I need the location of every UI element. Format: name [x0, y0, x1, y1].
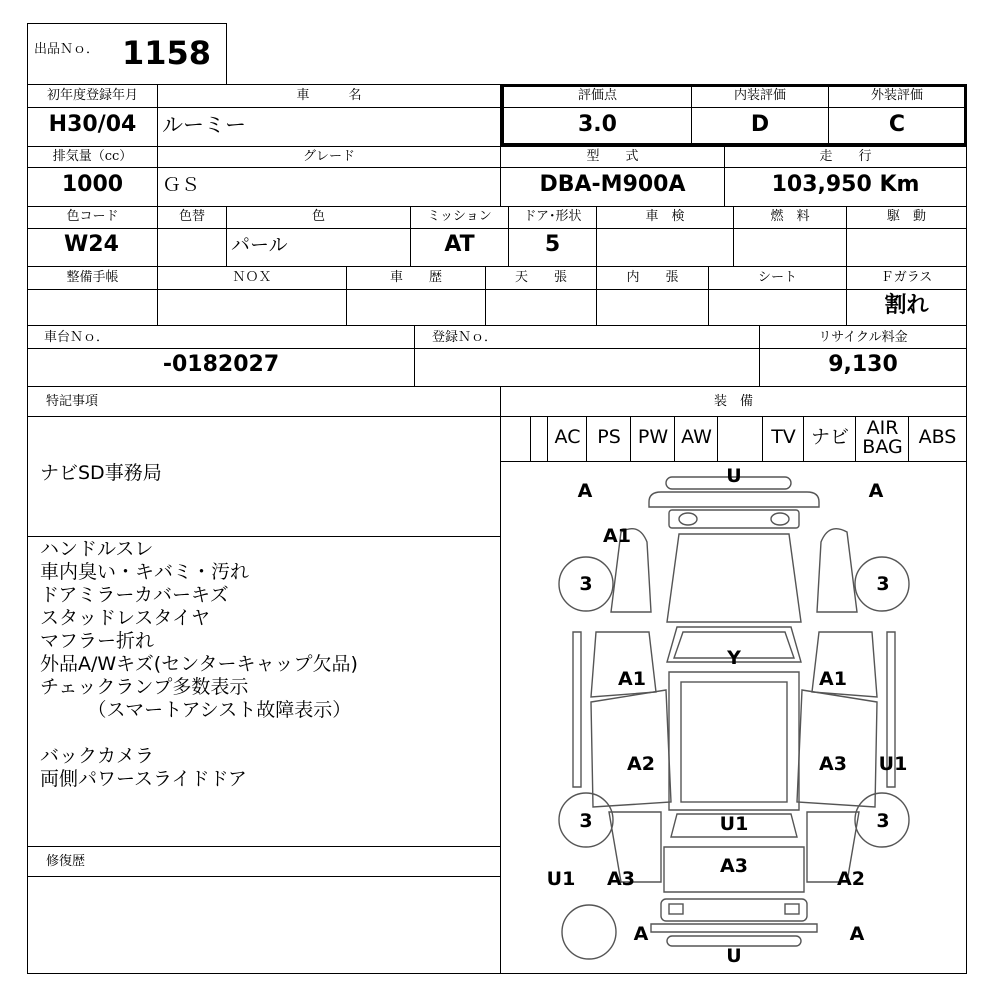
car-name-label: 車 名 — [296, 88, 362, 103]
history-label: 車 歴 — [389, 270, 442, 285]
diagram-mark-rear-glass: U1 — [719, 813, 749, 835]
equipment-item-ps: PS — [586, 416, 631, 461]
grade-label: グレード — [302, 149, 355, 164]
recycle-label: リサイクル料金 — [818, 330, 908, 345]
mileage-value: 103,950 Km — [771, 172, 920, 197]
repair-history-label: 修復歴 — [46, 854, 86, 869]
chassis-value: -0182027 — [162, 352, 280, 377]
color-code-value: W24 — [64, 232, 119, 257]
regno-label: 登録Ｎｏ． — [432, 330, 498, 345]
displacement-value: 1000 — [61, 172, 124, 197]
exterior-value: C — [888, 112, 906, 137]
interior-value: D — [750, 112, 770, 137]
door-value: 5 — [544, 232, 561, 257]
diagram-mark-right-quarter: A2 — [837, 868, 865, 890]
mileage-label: 走 行 — [819, 149, 872, 164]
ceiling-label: 天 張 — [514, 270, 567, 285]
color-label: 色 — [311, 209, 325, 224]
chassis-label: 車台Ｎｏ． — [44, 330, 110, 345]
seat-label: シート — [757, 270, 797, 285]
glass-label: Ｆガラス — [880, 270, 933, 285]
first-reg-label: 初年度登録年月 — [46, 88, 138, 103]
glass-value: 割れ — [884, 293, 929, 318]
color-code-label: 色コード — [66, 209, 119, 224]
equipment-item-navi: ナビ — [803, 416, 856, 461]
diagram-mark-rear-bumper: U — [726, 945, 742, 967]
nox-label: ＮＯＸ — [232, 270, 272, 285]
recycle-value: 9,130 — [828, 352, 898, 377]
notes-block-1: ナビSD事務局 — [40, 462, 162, 484]
equipment-item-pw: PW — [630, 416, 675, 461]
car-name-value: ルーミー — [162, 113, 246, 137]
model-value: DBA-M900A — [539, 172, 686, 197]
equipment-item-ac: AC — [547, 416, 587, 461]
diagram-mark-roof: Y — [727, 647, 741, 669]
diagram-mark-rear-left-corner: U1 — [546, 868, 576, 890]
equipment-item-abs: ABS — [908, 416, 966, 461]
equipment-item-aw: AW — [674, 416, 718, 461]
lot-number-label: 出品Ｎｏ． — [34, 42, 100, 57]
equipment-item-5 — [717, 416, 763, 461]
lot-number: 1158 — [122, 34, 212, 72]
diagram-mark-left-quarter: A3 — [607, 868, 635, 890]
notes-label: 特記事項 — [46, 394, 99, 409]
inspection-label: 車 検 — [645, 209, 685, 224]
diagram-mark-rear-left: A — [633, 923, 649, 945]
diagram-mark-tyre-rr: 3 — [876, 810, 890, 832]
diagram-mark-front-bumper: U — [726, 465, 742, 487]
equipment-label: 装 備 — [713, 394, 753, 409]
inner-label: 内 張 — [626, 270, 679, 285]
score-label: 評価点 — [577, 88, 617, 103]
equipment-item-0 — [530, 416, 548, 461]
interior-label: 内装評価 — [733, 88, 786, 103]
model-label: 型 式 — [586, 149, 639, 164]
mission-label: ミッション — [427, 209, 492, 224]
diagram-mark-left-rear-door: A2 — [627, 753, 655, 775]
diagram-mark-tyre-fr: 3 — [876, 573, 890, 595]
drive-label: 駆 動 — [886, 209, 926, 224]
displacement-label: 排気量（cc） — [52, 149, 133, 164]
diagram-mark-front-right: A — [868, 480, 884, 502]
mission-value: AT — [444, 232, 475, 257]
maintenance-label: 整備手帳 — [66, 270, 119, 285]
diagram-mark-left-fender: A1 — [603, 525, 631, 547]
color-value: パール — [231, 234, 288, 256]
diagram-mark-right-front-door: A1 — [819, 668, 847, 690]
first-reg-value: H30/04 — [48, 112, 137, 137]
diagram-mark-rear-right: A — [849, 923, 865, 945]
notes-block-2: ハンドルスレ 車内臭い・キバミ・汚れ ドアミラーカバーキズ スタッドレスタイヤ マフラー折れ 外品A/Wキズ(センターキャップ欠品) チェックランプ多数表示 （スマートアシスト故障表示） バックカメラ 両側パワースライドドア — [40, 538, 358, 790]
equipment-item-tv: TV — [762, 416, 804, 461]
diagram-mark-right-side: U1 — [878, 753, 908, 775]
diagram-mark-back-door: A3 — [720, 855, 748, 877]
grade-value: ＧＳ — [162, 174, 201, 196]
fuel-label: 燃 料 — [770, 209, 810, 224]
car-diagram — [501, 462, 967, 974]
diagram-mark-tyre-fl: 3 — [579, 573, 593, 595]
score-value: 3.0 — [578, 112, 617, 137]
repaint-label: 色替 — [178, 209, 205, 224]
equipment-item-airbag: AIR BAG — [855, 416, 909, 461]
diagram-mark-front-left: A — [577, 480, 593, 502]
door-label: ドア･形状 — [523, 209, 582, 224]
diagram-mark-right-rear-door: A3 — [819, 753, 847, 775]
diagram-mark-left-front-door: A1 — [618, 668, 646, 690]
exterior-label: 外装評価 — [870, 88, 923, 103]
diagram-mark-tyre-rl: 3 — [579, 810, 593, 832]
